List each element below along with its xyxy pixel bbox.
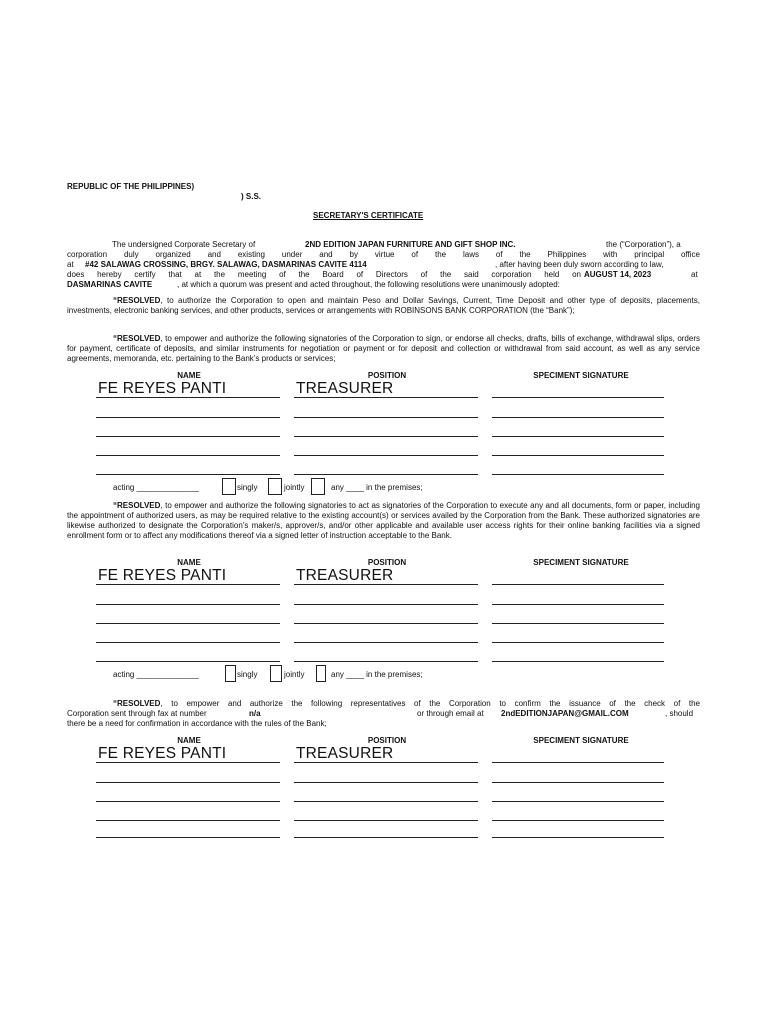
position-line [294,397,478,398]
resolution-4 [67,699,700,729]
name-line [96,642,280,643]
signature-line[interactable] [492,820,664,821]
any-checkbox-1[interactable] [311,478,325,495]
header-position: POSITION [367,558,407,567]
name-line [96,820,280,821]
header-position: POSITION [367,736,407,745]
resolution-1-text: , to authorize the Corporation to open and maintain Peso and Dollar Savings, Current, Time Deposit and other type of deposits, placements, investments, electronic banking services, and other products, services or arrangements with ROBINSONS BANK CORPORATION (the “Bank”); [67,296,700,315]
signature-line[interactable] [492,474,664,475]
intro-at: at [67,260,74,269]
jointly-label-2: jointly [284,670,305,679]
corporation-name: 2ND EDITION JAPAN FURNITURE AND GIFT SHOP INC. [305,240,516,249]
position-line [294,474,478,475]
email-address: 2ndEDITIONJAPAN@GMAIL.COM [501,709,629,718]
resolution-4-lead: “RESOLVED [113,699,161,708]
singly-label-1: singly [237,483,258,492]
intro-text-b: the (“Corporation”), a [606,240,681,249]
name-line [96,417,280,418]
meeting-place: DASMARINAS CAVITE [67,280,153,289]
header-name: NAME [177,558,201,567]
jointly-checkbox-1[interactable] [268,478,282,495]
signature-line[interactable] [492,762,664,763]
resolution-1-lead: “RESOLVED [113,296,161,305]
position-line [294,436,478,437]
resolution-4-text-e: there be a need for confirmation in accordance with the rules of the Bank; [67,719,327,728]
resolution-4-text-c: or through email at [417,709,484,718]
resolution-2-text: , to empower and authorize the following signatories of the Corporation to sign, or endorse all checks, drafts, bills of exchange, withdrawal slips, orders for payment, certificate of deposits, and similar instruments for negotiation or payment or for deposit and collection or withdrawal from said account, as well as any service agreements, memoranda, etc. pertaining to the Bank’s products or services; [67,334,700,363]
name-line [96,661,280,662]
any-label-2: any ____ in the premises; [331,670,423,679]
signature-line[interactable] [492,436,664,437]
position-line [294,837,478,838]
document-title: SECRETARY'S CERTIFICATE [313,211,424,220]
header-signature: SPECIMENT SIGNATURE [533,558,629,567]
position-line [294,782,478,783]
resolution-4-text-a: , to empower and authorize the following representatives of the Corporation to confirm the issuance of the check of the [160,699,700,708]
intro-after-sworn: , after having been duly sworn according to law, [495,260,664,269]
republic-label: REPUBLIC OF THE PHILIPPINES) [67,182,195,191]
name-line [96,584,280,585]
position-line [294,604,478,605]
fax-number: n/a [249,709,261,718]
ss-label: ) S.S. [241,192,262,201]
name-line [96,782,280,783]
position-line [294,623,478,624]
position-line [294,642,478,643]
meeting-date: AUGUST 14, 2023 [584,270,652,279]
intro-at-2: at [691,270,698,279]
intro-line-2: corporation duly organized and existing under and by virtue of the laws of the Philippines with principal office [67,250,700,259]
signature-line[interactable] [492,584,664,585]
position-line [294,661,478,662]
position-line [294,801,478,802]
signatory-position-3: TREASURER [296,745,394,762]
resolution-2-lead: “RESOLVED [113,334,161,343]
resolution-4-text-b: Corporation sent through fax at number [67,709,207,718]
header-name: NAME [177,736,201,745]
resolution-4-text-d: , should [665,709,694,718]
name-line [96,455,280,456]
signatory-position-1: TREASURER [296,380,394,397]
signature-line[interactable] [492,837,664,838]
name-line [96,762,280,763]
name-line [96,436,280,437]
header-signature: SPECIMENT SIGNATURE [533,736,629,745]
signature-line[interactable] [492,642,664,643]
intro-line-5: , at which a quorum was present and acted throughout, the following resolutions were unanimously adopted: [177,280,560,289]
position-line [294,417,478,418]
signature-line[interactable] [492,623,664,624]
header-signature: SPECIMENT SIGNATURE [533,371,629,380]
acting-label-1: acting ______________ [113,483,199,492]
signatory-name-3: FE REYES PANTI [98,745,227,762]
position-line [294,455,478,456]
singly-label-2: singly [237,670,258,679]
name-line [96,474,280,475]
any-label-1: any ____ in the premises; [331,483,423,492]
name-line [96,604,280,605]
resolution-2 [67,334,700,364]
signature-line[interactable] [492,417,664,418]
name-line [96,801,280,802]
singly-checkbox-1[interactable] [222,478,236,495]
signatory-position-2: TREASURER [296,567,394,584]
resolution-3-lead: “RESOLVED [113,501,161,510]
principal-address: #42 SALAWAG CROSSING, BRGY. SALAWAG, DASMARINAS CAVITE 4114 [85,260,367,269]
signature-line[interactable] [492,661,664,662]
intro-paragraph [67,240,700,290]
jointly-checkbox-2[interactable] [270,665,282,682]
signature-line[interactable] [492,397,664,398]
position-line [294,584,478,585]
resolution-1 [67,296,700,316]
header-name: NAME [177,371,201,380]
jointly-label-1: jointly [284,483,305,492]
name-line [96,837,280,838]
acting-label-2: acting ______________ [113,670,199,679]
name-line [96,623,280,624]
signatory-name-2: FE REYES PANTI [98,567,227,584]
signature-line[interactable] [492,801,664,802]
signatory-name-1: FE REYES PANTI [98,380,227,397]
intro-line-4: does hereby certify that at the meeting of the Board of Directors of the said corporation held on [67,270,581,279]
any-checkbox-2[interactable] [316,665,326,682]
signature-line[interactable] [492,455,664,456]
position-line [294,820,478,821]
intro-text-a: The undersigned Corporate Secretary of [112,240,256,249]
position-line [294,762,478,763]
singly-checkbox-2[interactable] [225,665,236,682]
name-line [96,397,280,398]
resolution-4-line-1 [67,699,700,709]
signature-line[interactable] [492,604,664,605]
signature-line[interactable] [492,782,664,783]
resolution-3-text: , to empower and authorize the following signatories to act as signatories of the Corporation to execute any and all documents, form or paper, including the appointment of authorized users, as may be required relative to the existing account(s) or services availed by the Corporation from the Bank. These authorized signatories are likewise authorized to designate the Corporation’s maker/s, approver/s, and/or other applicable and available user access rights for their online banking facilities via a signed enrollment form or to affect any modifications thereof via a signed letter of instruction acceptable to the Bank. [67,501,700,540]
resolution-3 [67,501,700,541]
header-position: POSITION [367,371,407,380]
